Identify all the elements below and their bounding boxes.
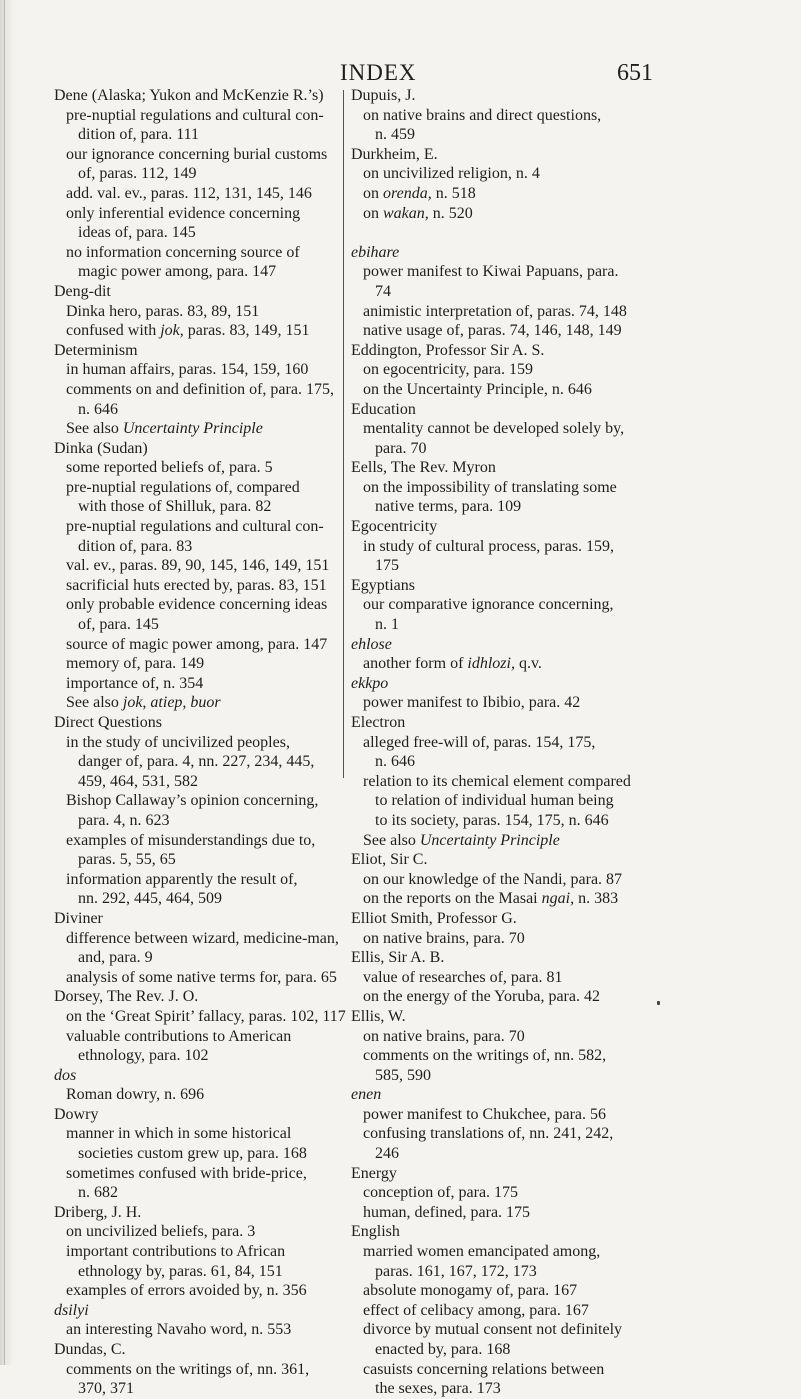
page-title: INDEX — [340, 60, 417, 85]
index-text: Elliot Smith, Professor G. — [351, 909, 517, 927]
index-line — [351, 1124, 633, 1144]
index-text: native terms, para. 109 — [375, 498, 522, 516]
index-text: Eliot, Sir C. — [351, 851, 428, 869]
index-italic-term: ekkpo — [351, 674, 389, 692]
index-line — [54, 478, 336, 498]
index-line — [351, 223, 633, 243]
index-line — [351, 1183, 633, 1203]
index-line — [54, 1281, 336, 1301]
index-text: on native brains, para. 70 — [363, 1027, 525, 1045]
index-text: absolute monogamy of, para. 167 — [363, 1282, 578, 1300]
index-line — [351, 811, 633, 831]
index-text: Bishop Callaway’s opinion concerning, — [66, 792, 319, 810]
index-italic-term: idhlozi, — [467, 655, 515, 673]
index-line — [54, 889, 336, 909]
index-line — [54, 321, 336, 341]
index-line — [351, 1027, 633, 1047]
index-line — [54, 497, 336, 517]
index-text: Egocentricity — [351, 518, 438, 536]
index-text: 246 — [375, 1145, 399, 1163]
index-line — [351, 1340, 633, 1360]
index-line — [351, 497, 633, 517]
index-line — [351, 968, 633, 988]
index-text: magic power among, para. 147 — [78, 263, 277, 281]
index-text: on the impossibility of translating some — [363, 478, 617, 496]
index-heading — [351, 948, 633, 968]
index-text: relation to its chemical element compared — [363, 772, 631, 790]
index-text: valuable contributions to American — [66, 1027, 292, 1045]
index-text: add. val. ev., paras. 112, 131, 145, 146 — [66, 184, 312, 202]
index-text: in study of cultural process, paras. 159, — [363, 537, 615, 555]
index-line — [351, 870, 633, 890]
index-text: on egocentricity, para. 159 — [363, 361, 534, 379]
index-text: Direct Questions — [54, 714, 162, 731]
index-line — [54, 204, 336, 224]
index-line — [351, 1301, 633, 1321]
index-text: no information concerning source of — [66, 243, 300, 261]
index-text: on our knowledge of the Nandi, para. 87 — [363, 870, 623, 888]
index-text: on the reports on the Masai — [363, 890, 542, 908]
index-text: on the energy of the Yoruba, para. 42 — [363, 988, 600, 1006]
index-text: analysis of some native terms for, para. 65 — [66, 968, 337, 986]
index-heading — [54, 439, 336, 459]
index-line — [54, 615, 336, 635]
index-line — [351, 478, 633, 498]
index-line — [54, 1046, 336, 1066]
index-line — [54, 517, 336, 537]
index-line — [351, 1066, 633, 1086]
index-text: important contributions to African — [66, 1243, 286, 1261]
index-text: source of magic power among, para. 147 — [66, 635, 328, 653]
index-text: our comparative ignorance concerning, — [363, 596, 614, 614]
index-line — [54, 733, 336, 753]
index-heading — [351, 145, 633, 165]
index-text: Dundas, C. — [54, 1341, 126, 1358]
index-line — [351, 204, 633, 224]
index-line — [351, 1203, 633, 1223]
index-line — [54, 1262, 336, 1282]
index-text: Ellis, Sir A. B. — [351, 949, 445, 967]
index-text: Ellis, W. — [351, 1007, 406, 1025]
index-text: of, paras. 112, 149 — [78, 165, 197, 183]
index-heading — [54, 987, 336, 1007]
index-line — [54, 1124, 336, 1144]
index-text: Dorsey, The Rev. J. O. — [54, 988, 199, 1006]
index-text: English — [351, 1223, 400, 1241]
index-line — [54, 1320, 336, 1340]
index-text: sometimes confused with bride-price, — [66, 1164, 307, 1182]
index-text: comments on and definition of, para. 175, — [66, 380, 334, 398]
index-line — [351, 282, 633, 302]
index-heading — [54, 713, 336, 733]
index-text: Dinka (Sudan) — [54, 439, 148, 457]
index-text: on native brains, para. 70 — [363, 929, 525, 947]
index-line — [54, 831, 336, 851]
index-text: Eddington, Professor Sir A. S. — [351, 341, 545, 359]
index-heading — [54, 909, 336, 929]
index-text: on the Uncertainty Principle, n. 646 — [363, 380, 592, 398]
index-text: to its society, paras. 154, 175, n. 646 — [375, 811, 609, 829]
index-italic-term: Uncertainty Principle — [122, 420, 263, 438]
index-text: only inferential evidence concerning — [66, 204, 301, 222]
index-line — [54, 360, 336, 380]
index-line — [351, 791, 633, 811]
index-text: casuists concerning relations between — [363, 1360, 605, 1378]
index-text: societies custom grew up, para. 168 — [78, 1145, 307, 1163]
index-text: n. 1 — [375, 616, 399, 634]
index-line — [351, 419, 633, 439]
index-text: to relation of individual human being — [375, 792, 614, 810]
index-heading — [351, 517, 633, 537]
index-text: confused with — [66, 322, 161, 340]
index-line — [351, 752, 633, 772]
index-line — [54, 302, 336, 322]
index-text: power manifest to Ibibio, para. 42 — [363, 694, 581, 712]
index-text: See also — [66, 694, 123, 712]
index-text: paras. 161, 167, 172, 173 — [375, 1262, 537, 1280]
index-line — [351, 615, 633, 635]
index-line — [351, 360, 633, 380]
index-text: dition of, para. 83 — [78, 537, 193, 555]
index-text: in the study of uncivilized peoples, — [66, 733, 290, 751]
index-line — [351, 733, 633, 753]
index-text: of, para. 145 — [78, 616, 159, 634]
index-line — [351, 321, 633, 341]
index-line — [351, 987, 633, 1007]
index-line — [54, 1085, 336, 1105]
index-text: para. 70 — [375, 439, 427, 457]
index-text: power manifest to Chukchee, para. 56 — [363, 1105, 607, 1123]
index-text: pre-nuptial regulations and cultural con- — [66, 106, 324, 124]
index-line — [351, 1105, 633, 1125]
index-text: 175 — [375, 557, 399, 575]
index-heading — [54, 341, 336, 361]
index-line — [351, 889, 633, 909]
index-line — [54, 791, 336, 811]
index-text: ideas of, para. 145 — [78, 224, 196, 242]
index-text: our ignorance concerning burial customs — [66, 145, 328, 163]
index-line — [351, 929, 633, 949]
index-line — [54, 380, 336, 400]
index-text: Durkheim, E. — [351, 145, 438, 163]
index-line — [351, 654, 633, 674]
index-text: on the ‘Great Spirit’ fallacy, paras. 102, 117 — [66, 1007, 346, 1025]
index-line — [351, 1046, 633, 1066]
index-text: married women emancipated among, — [363, 1243, 601, 1261]
index-text: information apparently the result of, — [66, 870, 298, 888]
index-heading — [351, 674, 633, 694]
index-line — [351, 106, 633, 126]
index-line — [54, 458, 336, 478]
index-text: Driberg, J. H. — [54, 1203, 142, 1221]
index-text: memory of, para. 149 — [66, 655, 205, 673]
index-text: paras. 5, 55, 65 — [78, 851, 176, 869]
index-heading — [351, 1007, 633, 1027]
index-text: Dinka hero, paras. 83, 89, 151 — [66, 302, 260, 320]
index-line — [54, 419, 336, 439]
index-text: q.v. — [514, 655, 542, 673]
index-italic-term: jok, atiep, buor — [122, 694, 221, 712]
index-text: dition of, para. 111 — [78, 126, 200, 144]
index-italic-term: wakan, — [383, 204, 429, 222]
index-text: confusing translations of, nn. 241, 242, — [363, 1125, 614, 1143]
index-italic-term: ebihare — [351, 243, 400, 261]
index-line — [54, 1242, 336, 1262]
index-line — [54, 1027, 336, 1047]
index-italic-term: Uncertainty Principle — [419, 831, 560, 849]
index-heading — [351, 86, 633, 106]
index-line — [54, 262, 336, 282]
index-text: native usage of, paras. 74, 146, 148, 149 — [363, 322, 622, 340]
index-text: See also — [66, 420, 123, 438]
index-line — [54, 948, 336, 968]
index-line — [351, 380, 633, 400]
gutter-edge-line — [4, 0, 5, 1365]
index-line — [54, 1222, 336, 1242]
page-number: 651 — [617, 60, 653, 86]
index-line — [54, 968, 336, 988]
index-line — [351, 1320, 633, 1340]
index-text: pre-nuptial regulations of, compared — [66, 478, 300, 496]
index-line — [54, 811, 336, 831]
index-line — [351, 439, 633, 459]
index-heading — [351, 850, 633, 870]
index-text: nn. 292, 445, 464, 509 — [78, 890, 222, 908]
index-text: Deng-dit — [54, 282, 111, 300]
index-text: 370, 371 — [78, 1380, 134, 1398]
index-line — [351, 693, 633, 713]
index-heading — [54, 1066, 336, 1086]
index-line — [351, 831, 633, 851]
index-text: human, defined, para. 175 — [363, 1203, 531, 1221]
index-line — [54, 870, 336, 890]
index-text: n. 383 — [574, 890, 619, 908]
index-line — [54, 1164, 336, 1184]
index-heading — [351, 1222, 633, 1242]
index-text: Electron — [351, 714, 406, 731]
index-line — [54, 693, 336, 713]
index-text: some reported beliefs of, para. 5 — [66, 459, 273, 477]
index-text: an interesting Navaho word, n. 553 — [66, 1321, 292, 1339]
index-text: on native brains and direct questions, — [363, 106, 602, 124]
index-column-left — [54, 86, 346, 1399]
index-text: pre-nuptial regulations and cultural con- — [66, 518, 324, 536]
index-text: difference between wizard, medicine-man, — [66, 929, 339, 947]
index-line — [54, 1144, 336, 1164]
index-text: 459, 464, 531, 582 — [78, 772, 198, 790]
index-italic-term: enen — [351, 1086, 382, 1104]
index-text: n. 520 — [428, 204, 473, 222]
index-heading — [351, 243, 633, 263]
index-heading — [54, 282, 336, 302]
index-italic-term: ehlose — [351, 635, 392, 653]
index-heading — [351, 341, 633, 361]
index-text: mentality cannot be developed solely by, — [363, 420, 625, 438]
index-text: alleged free-will of, paras. 154, 175, — [363, 733, 596, 751]
index-text: enacted by, para. 168 — [375, 1341, 511, 1358]
index-text: value of researches of, para. 81 — [363, 968, 563, 986]
index-text: n. 518 — [431, 184, 476, 202]
index-text: See also — [363, 831, 420, 849]
index-heading — [351, 400, 633, 420]
index-text: Education — [351, 400, 416, 418]
index-line — [351, 262, 633, 282]
index-text: n. 682 — [78, 1184, 118, 1202]
index-text: animistic interpretation of, paras. 74, 148 — [363, 302, 627, 320]
index-line — [54, 223, 336, 243]
index-text: comments on the writings of, nn. 582, — [363, 1047, 607, 1065]
index-text: n. 646 — [375, 753, 415, 771]
index-text: on uncivilized religion, n. 4 — [363, 165, 540, 183]
index-text: Diviner — [54, 909, 103, 927]
index-line — [54, 243, 336, 263]
index-line — [54, 576, 336, 596]
index-heading — [54, 1105, 336, 1125]
index-text: ethnology by, paras. 61, 84, 151 — [78, 1262, 283, 1280]
index-column-right — [351, 86, 633, 1399]
index-text: para. 4, n. 623 — [78, 811, 170, 829]
index-line — [54, 1360, 336, 1380]
index-line — [54, 752, 336, 772]
index-line — [351, 537, 633, 557]
index-text: on uncivilized beliefs, para. 3 — [66, 1223, 256, 1241]
index-line — [54, 400, 336, 420]
index-heading — [351, 1085, 633, 1105]
index-text: Dene (Alaska; Yukon and McKenzie R.’s) — [54, 87, 324, 104]
index-line — [351, 184, 633, 204]
index-line — [351, 1144, 633, 1164]
index-line — [351, 556, 633, 576]
index-text: Determinism — [54, 341, 138, 359]
index-text: only probable evidence concerning ideas — [66, 596, 328, 614]
index-line — [54, 184, 336, 204]
index-heading — [351, 458, 633, 478]
index-heading — [351, 909, 633, 929]
index-line — [54, 106, 336, 126]
index-text: examples of misunderstandings due to, — [66, 831, 316, 849]
index-text: paras. 83, 149, 151 — [183, 322, 310, 340]
index-line — [54, 556, 336, 576]
index-text: Energy — [351, 1164, 397, 1182]
index-text: sacrificial huts erected by, paras. 83, 151 — [66, 576, 327, 594]
index-line — [351, 1360, 633, 1380]
index-line — [351, 1262, 633, 1282]
index-heading — [54, 1340, 336, 1360]
index-line — [351, 125, 633, 145]
index-line — [54, 125, 336, 145]
index-text: another form of — [363, 655, 468, 673]
book-gutter-shadow — [0, 0, 14, 1365]
page-speck — [657, 1001, 660, 1005]
index-text: Dowry — [54, 1105, 99, 1123]
index-text: in human affairs, paras. 154, 159, 160 — [66, 361, 309, 379]
index-italic-term: ngai, — [541, 890, 575, 908]
index-text: Roman dowry, n. 696 — [66, 1086, 205, 1104]
index-heading — [351, 1164, 633, 1184]
index-text: manner in which in some historical — [66, 1125, 292, 1143]
index-line — [351, 1281, 633, 1301]
index-line — [54, 929, 339, 949]
index-text: importance of, n. 354 — [66, 674, 204, 692]
index-line — [54, 145, 336, 165]
index-text: comments on the writings of, nn. 361, — [66, 1360, 310, 1378]
index-text: examples of errors avoided by, n. 356 — [66, 1282, 307, 1300]
index-line — [54, 1007, 346, 1027]
index-text: conception of, para. 175 — [363, 1184, 519, 1202]
index-text: on — [363, 204, 383, 222]
index-text: ethnology, para. 102 — [78, 1047, 209, 1065]
index-text: Eells, The Rev. Myron — [351, 459, 496, 477]
index-heading — [351, 635, 633, 655]
index-text: n. 459 — [375, 126, 415, 144]
index-text: 74 — [375, 282, 391, 300]
index-text: power manifest to Kiwai Papuans, para. — [363, 263, 619, 281]
index-line — [351, 1379, 633, 1399]
index-text: val. ev., paras. 89, 90, 145, 146, 149, 151 — [66, 557, 330, 575]
index-heading — [54, 86, 336, 106]
index-italic-term: dos — [54, 1066, 77, 1084]
index-text: Egyptians — [351, 576, 415, 594]
index-line — [54, 1379, 336, 1399]
index-line — [54, 1183, 336, 1203]
index-heading — [351, 713, 633, 733]
index-italic-term: orenda, — [383, 184, 432, 202]
index-heading — [54, 1301, 336, 1321]
index-line — [351, 164, 633, 184]
index-line — [54, 635, 336, 655]
index-line — [54, 537, 336, 557]
index-line — [351, 595, 633, 615]
index-text: and, para. 9 — [78, 949, 153, 967]
index-italic-term: jok, — [160, 322, 184, 340]
index-line — [351, 772, 633, 792]
index-line — [351, 302, 633, 322]
index-italic-term: dsilyi — [54, 1301, 89, 1319]
index-heading — [54, 1203, 336, 1223]
index-line — [54, 850, 336, 870]
index-text: Dupuis, J. — [351, 87, 416, 104]
index-text: 585, 590 — [375, 1066, 431, 1084]
column-divider — [343, 90, 344, 778]
index-text: n. 646 — [78, 400, 118, 418]
index-line — [54, 595, 336, 615]
index-line — [54, 772, 336, 792]
index-line — [351, 1242, 633, 1262]
index-text: danger of, para. 4, nn. 227, 234, 445, — [78, 753, 315, 771]
index-text: with those of Shilluk, para. 82 — [78, 498, 272, 516]
index-text: divorce by mutual consent not definitely — [363, 1321, 623, 1339]
index-line — [54, 674, 336, 694]
index-line — [54, 164, 336, 184]
index-text: effect of celibacy among, para. 167 — [363, 1301, 589, 1319]
index-line — [54, 654, 336, 674]
index-text: on — [363, 184, 383, 202]
index-heading — [351, 576, 633, 596]
index-text: the sexes, para. 173 — [375, 1380, 501, 1398]
